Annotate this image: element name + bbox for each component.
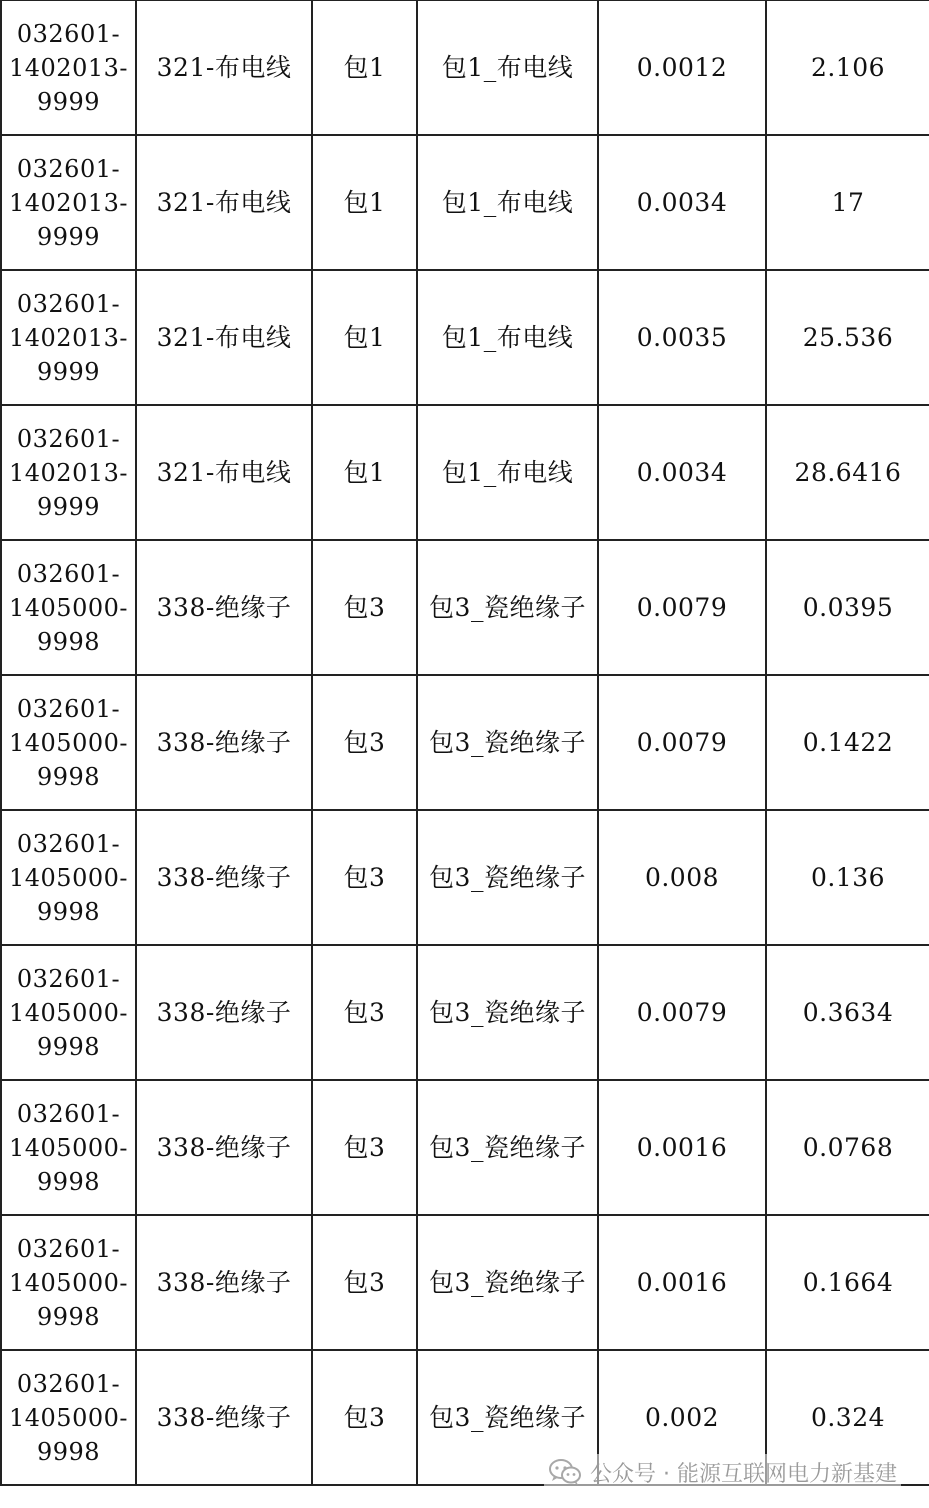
material-code-line: 032601- [16, 694, 121, 723]
table-body [1, 0, 929, 1485]
value-cell: 2.106 [766, 0, 929, 135]
value-cell: 0.1422 [766, 675, 929, 810]
material-code-line: 032601- [16, 424, 121, 453]
wechat-icon [548, 1458, 582, 1486]
material-code-cell [1, 1215, 136, 1350]
package-cell: 包1 [312, 270, 417, 405]
package-cell: 包3 [312, 675, 417, 810]
material-code-line: 032601- [16, 19, 121, 48]
package-cell: 包3 [312, 810, 417, 945]
table-row [1, 945, 929, 1080]
material-code-line: 032601- [16, 829, 121, 858]
table-row [1, 540, 929, 675]
table-row [1, 135, 929, 270]
material-code-line: 9999 [36, 357, 101, 386]
package-name-cell: 包1_布电线 [417, 135, 598, 270]
material-code-cell [1, 945, 136, 1080]
package-cell: 包1 [312, 405, 417, 540]
package-cell: 包3 [312, 945, 417, 1080]
ratio-cell: 0.0079 [598, 945, 766, 1080]
package-name-cell: 包1_布电线 [417, 0, 598, 135]
ratio-cell: 0.002 [598, 1350, 766, 1485]
package-name-cell: 包1_布电线 [417, 405, 598, 540]
value-cell: 25.536 [766, 270, 929, 405]
material-code-line: 1405000- [9, 863, 128, 892]
package-cell: 包1 [312, 135, 417, 270]
package-name-cell: 包1_布电线 [417, 270, 598, 405]
material-category-cell: 338-绝缘子 [136, 1215, 312, 1350]
value-cell: 0.0768 [766, 1080, 929, 1215]
table-row [1, 405, 929, 540]
package-name-cell: 包3_瓷绝缘子 [417, 1350, 598, 1485]
material-code-line: 9999 [36, 222, 101, 251]
material-code-cell [1, 135, 136, 270]
package-name-cell: 包3_瓷绝缘子 [417, 945, 598, 1080]
material-category-cell: 321-布电线 [136, 135, 312, 270]
material-code-line: 032601- [16, 964, 121, 993]
material-category-cell: 338-绝缘子 [136, 540, 312, 675]
material-category-cell: 338-绝缘子 [136, 810, 312, 945]
material-code-cell [1, 675, 136, 810]
material-code-line: 1405000- [9, 1133, 128, 1162]
value-cell: 0.3634 [766, 945, 929, 1080]
material-code-line: 9998 [36, 1437, 101, 1466]
material-code-line: 1405000- [9, 1268, 128, 1297]
material-code-line: 9998 [36, 1302, 101, 1331]
material-code-line: 9998 [36, 1167, 101, 1196]
material-code-cell [1, 1350, 136, 1485]
ratio-cell: 0.0016 [598, 1080, 766, 1215]
package-cell: 包3 [312, 1080, 417, 1215]
table-row [1, 675, 929, 810]
ratio-cell: 0.0079 [598, 675, 766, 810]
material-code-line: 032601- [16, 1369, 121, 1398]
table-row [1, 270, 929, 405]
material-code-line: 1402013- [9, 53, 128, 82]
package-cell: 包3 [312, 1350, 417, 1485]
material-code-line: 1402013- [9, 188, 128, 217]
package-name-cell: 包3_瓷绝缘子 [417, 810, 598, 945]
material-code-line: 032601- [16, 289, 121, 318]
material-code-cell [1, 540, 136, 675]
table-row [1, 0, 929, 135]
material-code-line: 9998 [36, 1032, 101, 1061]
value-cell: 0.136 [766, 810, 929, 945]
material-category-cell: 338-绝缘子 [136, 945, 312, 1080]
material-category-cell: 321-布电线 [136, 405, 312, 540]
ratio-cell: 0.0079 [598, 540, 766, 675]
material-code-cell [1, 270, 136, 405]
material-code-line: 1402013- [9, 323, 128, 352]
material-code-line: 9999 [36, 87, 101, 116]
material-code-line: 9998 [36, 762, 101, 791]
watermark-text: 公众号 · 能源互联网电力新基建 [590, 1461, 897, 1487]
ratio-cell: 0.0016 [598, 1215, 766, 1350]
value-cell: 0.1664 [766, 1215, 929, 1350]
material-category-cell: 338-绝缘子 [136, 675, 312, 810]
material-code-line: 9998 [36, 627, 101, 656]
material-code-line: 032601- [16, 1099, 121, 1128]
ratio-cell: 0.0034 [598, 405, 766, 540]
material-code-line: 032601- [16, 154, 121, 183]
package-name-cell: 包3_瓷绝缘子 [417, 675, 598, 810]
material-code-cell [1, 1080, 136, 1215]
table-row [1, 1080, 929, 1215]
value-cell: 17 [766, 135, 929, 270]
material-code-line: 1405000- [9, 998, 128, 1027]
package-name-cell: 包3_瓷绝缘子 [417, 540, 598, 675]
material-code-line: 1402013- [9, 458, 128, 487]
table-row [1, 810, 929, 945]
package-name-cell: 包3_瓷绝缘子 [417, 1080, 598, 1215]
package-name-cell: 包3_瓷绝缘子 [417, 1215, 598, 1350]
material-category-cell: 321-布电线 [136, 270, 312, 405]
material-category-cell: 338-绝缘子 [136, 1350, 312, 1485]
package-cell: 包3 [312, 1215, 417, 1350]
value-cell: 28.6416 [766, 405, 929, 540]
material-code-cell [1, 405, 136, 540]
ratio-cell: 0.0012 [598, 0, 766, 135]
watermark [544, 1454, 901, 1490]
material-code-line: 9998 [36, 897, 101, 926]
material-category-cell: 321-布电线 [136, 0, 312, 135]
material-code-line: 1405000- [9, 1403, 128, 1432]
material-code-line: 9999 [36, 492, 101, 521]
material-code-line: 032601- [16, 559, 121, 588]
ratio-cell: 0.0034 [598, 135, 766, 270]
package-cell: 包1 [312, 0, 417, 135]
material-code-line: 032601- [16, 1234, 121, 1263]
ratio-cell: 0.008 [598, 810, 766, 945]
material-code-cell [1, 0, 136, 135]
value-cell: 0.0395 [766, 540, 929, 675]
material-code-line: 1405000- [9, 728, 128, 757]
material-code-cell [1, 810, 136, 945]
value-cell: 0.324 [766, 1350, 929, 1485]
ratio-cell: 0.0035 [598, 270, 766, 405]
package-cell: 包3 [312, 540, 417, 675]
material-code-line: 1405000- [9, 593, 128, 622]
material-category-cell: 338-绝缘子 [136, 1080, 312, 1215]
table-row [1, 1215, 929, 1350]
